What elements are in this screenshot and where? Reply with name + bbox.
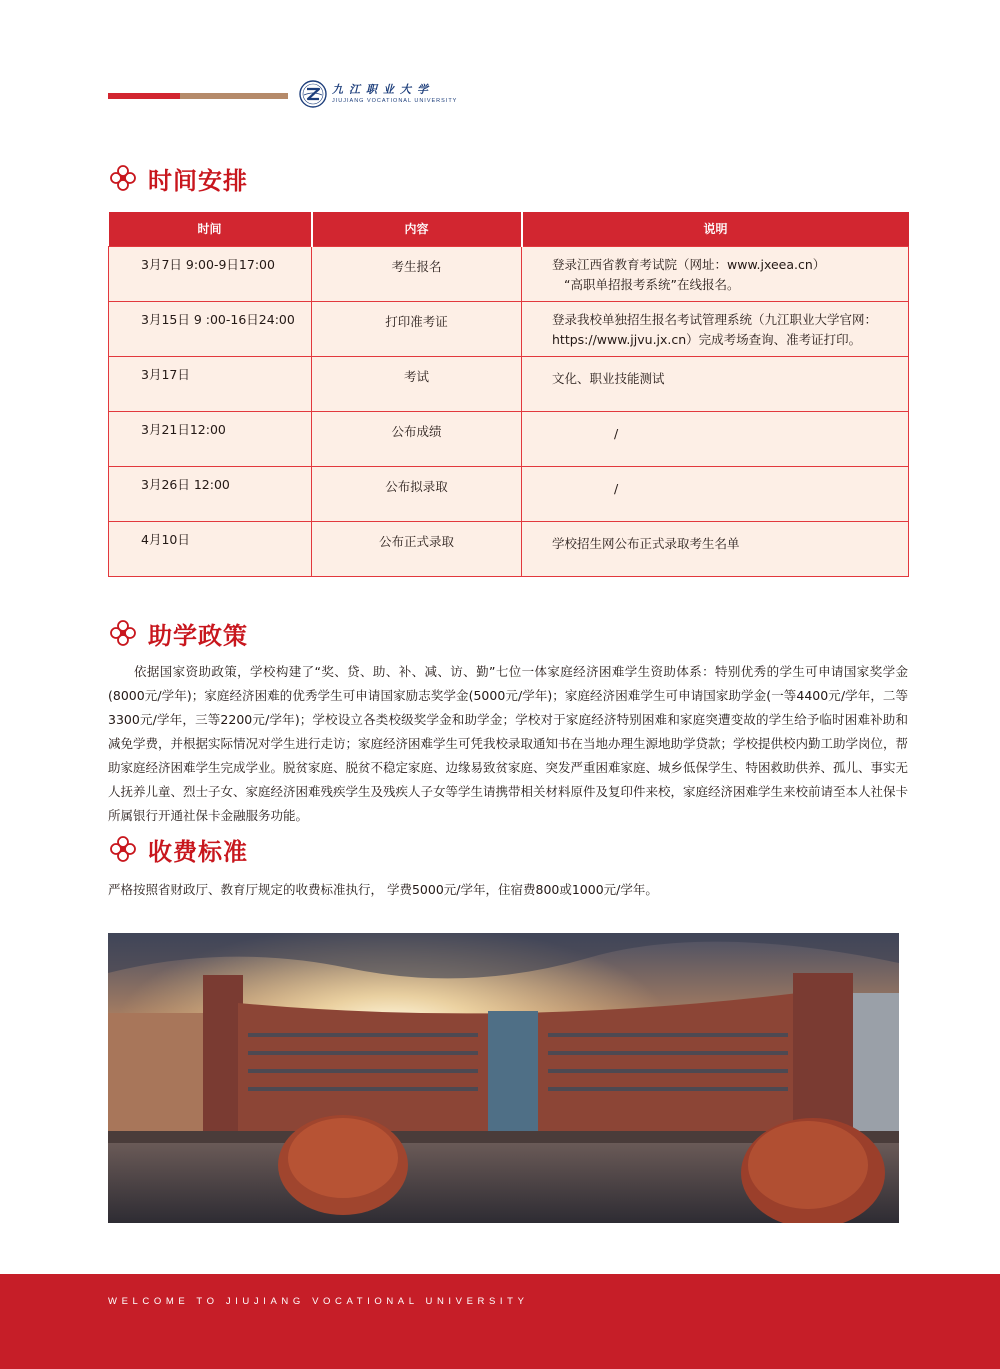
cell-content: 公布成绩 <box>312 411 522 466</box>
cell-content: 打印准考证 <box>312 301 522 356</box>
header-accent-bar-red <box>108 93 180 99</box>
cell-content: 考试 <box>312 356 522 411</box>
cell-time: 3月21日12:00 <box>109 411 312 466</box>
cell-time: 4月10日 <box>109 521 312 576</box>
flower-ornament-icon <box>108 834 138 864</box>
university-emblem-icon <box>299 80 327 108</box>
campus-building-image <box>108 933 899 1223</box>
cell-content: 公布正式录取 <box>312 521 522 576</box>
table-row <box>109 246 909 301</box>
schedule-heading: 时间安排 <box>148 166 248 195</box>
cell-time: 3月15日 9 :00-16日24:00 <box>109 301 312 356</box>
description-line: / <box>614 480 619 496</box>
table-header-row <box>109 212 909 246</box>
section-title-aid-policy <box>108 616 248 650</box>
schedule-table <box>108 212 909 577</box>
cell-content: 公布拟录取 <box>312 466 522 521</box>
section-title-schedule <box>108 161 248 195</box>
column-header-time: 时间 <box>109 212 312 246</box>
description-line: 学校招生网公布正式录取考生名单 <box>552 535 740 551</box>
cell-content: 考生报名 <box>312 246 522 301</box>
flower-ornament-icon <box>108 163 138 193</box>
header-accent-bar-tan <box>180 93 288 99</box>
table-row <box>109 301 909 356</box>
table-row <box>109 521 909 576</box>
footer-welcome-text: WELCOME TO JIUJIANG VOCATIONAL UNIVERSITY <box>108 1296 529 1307</box>
cell-time: 3月17日 <box>109 356 312 411</box>
description-line: https://www.jjvu.jx.cn）完成考场查询、准考证打印。 <box>552 331 862 347</box>
section-title-fees <box>108 832 248 866</box>
fees-heading: 收费标准 <box>148 837 248 866</box>
logo-chinese-name: 九江职业大学 <box>332 83 434 96</box>
description-line: 登录我校单独招生报名考试管理系统（九江职业大学官网： <box>552 311 878 327</box>
aid-policy-paragraph: 依据国家资助政策，学校构建了“奖、贷、助、补、减、访、勤”七位一体家庭经济困难学生资助体系：特别优秀的学生可申请国家奖学金(8000元/学年)；家庭经济困难的优秀学生可申请国家励志奖学金(5000元/学年)；家庭经济困难学生可申请国家助学金(一等4400元/学年，二等3300元/学年，三等2200元/学年)；学校设立各类校级奖学金和助学金；学校对于家庭经济特别困难和家庭突遭变故的学生给予临时困难补助和减免学费，并根据实际情况对学生进行走访；家庭经济困难学生可凭我校录取通知书在当地办理生源地助学贷款；学校提供校内勤工助学岗位，帮助家庭经济困难学生完成学业。脱贫家庭、脱贫不稳定家庭、边缘易致贫家庭、突发严重困难家庭、城乡低保学生、特困救助供养、孤儿、事实无人抚养儿童、烈士子女、家庭经济困难残疾学生及残疾人子女等学生请携带相关材料原件及复印件来校，家庭经济困难学生来校前请至本人社保卡所属银行开通社保卡金融服务功能。 <box>108 664 909 823</box>
column-header-description: 说明 <box>522 212 909 246</box>
logo-english-name: JIUJIANG VOCATIONAL UNIVERSITY <box>332 98 458 104</box>
description-line: / <box>614 425 619 441</box>
column-header-content: 内容 <box>312 212 522 246</box>
cell-time: 3月26日 12:00 <box>109 466 312 521</box>
aid-policy-heading: 助学政策 <box>148 621 248 650</box>
cell-description <box>522 411 909 466</box>
cell-description <box>522 521 909 576</box>
cell-description <box>522 301 909 356</box>
table-row <box>109 411 909 466</box>
flower-ornament-icon <box>108 618 138 648</box>
description-line: 登录江西省教育考试院（网址：www.jxeea.cn） <box>552 256 826 272</box>
cell-description <box>522 466 909 521</box>
university-logo <box>299 79 457 109</box>
table-row <box>109 356 909 411</box>
campus-photo <box>108 933 899 1223</box>
cell-description <box>522 246 909 301</box>
footer-banner <box>0 1274 1000 1369</box>
table-row <box>109 466 909 521</box>
cell-description <box>522 356 909 411</box>
description-line: “高职单招报考系统”在线报名。 <box>564 276 740 292</box>
description-line: 文化、职业技能测试 <box>552 370 665 386</box>
cell-time: 3月7日 9:00-9日17:00 <box>109 246 312 301</box>
fee-paragraph: 严格按照省财政厅、教育厅规定的收费标准执行， 学费5000元/学年，住宿费800或1000元/学年。 <box>108 882 658 897</box>
